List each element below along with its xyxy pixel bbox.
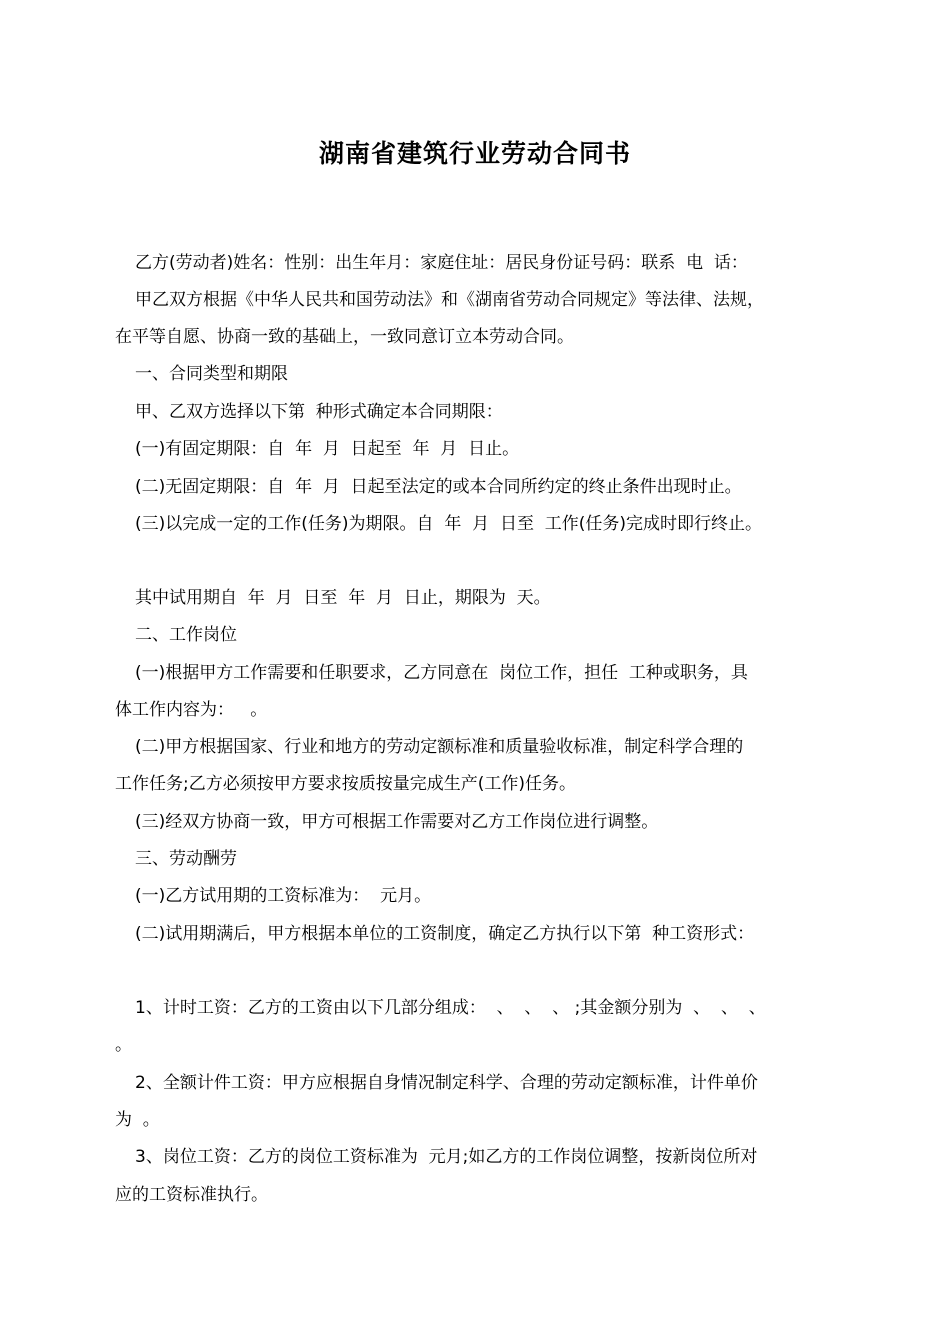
paragraph-line: (一)有固定期限：自 年 月 日起至 年 月 日止。 — [135, 439, 520, 459]
paragraph-line: 2、全额计件工资：甲方应根据自身情况制定科学、合理的劳动定额标准，计件单价 — [135, 1073, 758, 1093]
section-heading-job-position: 二、工作岗位 — [135, 625, 237, 645]
document-title: 湖南省建筑行业劳动合同书 — [318, 139, 631, 168]
paragraph-line: 。 — [115, 1035, 132, 1055]
paragraph-line: (一)根据甲方工作需要和任职要求，乙方同意在 岗位工作，担任 工种或职务，具 — [135, 663, 748, 683]
party-b-info-line: 乙方(劳动者)姓名：性别：出生年月：家庭住址：居民身份证号码：联系 电 话： — [135, 253, 748, 273]
paragraph-line: 应的工资标准执行。 — [115, 1185, 268, 1205]
paragraph-line: (三)以完成一定的工作(任务)为期限。自 年 月 日至 工作(任务)完成时即行终止。 — [135, 514, 763, 534]
paragraph-line: 甲、乙双方选择以下第 种形式确定本合同期限： — [135, 402, 503, 422]
section-heading-remuneration: 三、劳动酬劳 — [135, 849, 237, 869]
preamble-line-2: 在平等自愿、协商一致的基础上，一致同意订立本劳动合同。 — [115, 327, 574, 347]
paragraph-line: 工作任务;乙方必须按甲方要求按质按量完成生产(工作)任务。 — [115, 774, 576, 794]
paragraph-line: (二)无固定期限：自 年 月 日起至法定的或本合同所约定的终止条件出现时止。 — [135, 477, 742, 497]
paragraph-line: 其中试用期自 年 月 日至 年 月 日止，期限为 天。 — [135, 588, 551, 608]
paragraph-line: (一)乙方试用期的工资标准为： 元月。 — [135, 886, 432, 906]
paragraph-line: (三)经双方协商一致，甲方可根据工作需要对乙方工作岗位进行调整。 — [135, 812, 659, 832]
paragraph-line: (二)甲方根据国家、行业和地方的劳动定额标准和质量验收标准，制定科学合理的 — [135, 737, 744, 757]
section-heading-contract-type: 一、合同类型和期限 — [135, 364, 288, 384]
preamble-line-1: 甲乙双方根据《中华人民共和国劳动法》和《湖南省劳动合同规定》等法律、法规， — [135, 290, 764, 310]
paragraph-line: 为 。 — [115, 1110, 160, 1130]
paragraph-line: (二)试用期满后，甲方根据本单位的工资制度，确定乙方执行以下第 种工资形式： — [135, 924, 755, 944]
paragraph-line: 1、计时工资：乙方的工资由以下几部分组成： 、 、 、 ;其金额分别为 、 、 、 — [135, 998, 766, 1018]
paragraph-line: 3、岗位工资：乙方的岗位工资标准为 元月;如乙方的工作岗位调整，按新岗位所对 — [135, 1147, 758, 1167]
paragraph-line: 体工作内容为： 。 — [115, 700, 268, 720]
